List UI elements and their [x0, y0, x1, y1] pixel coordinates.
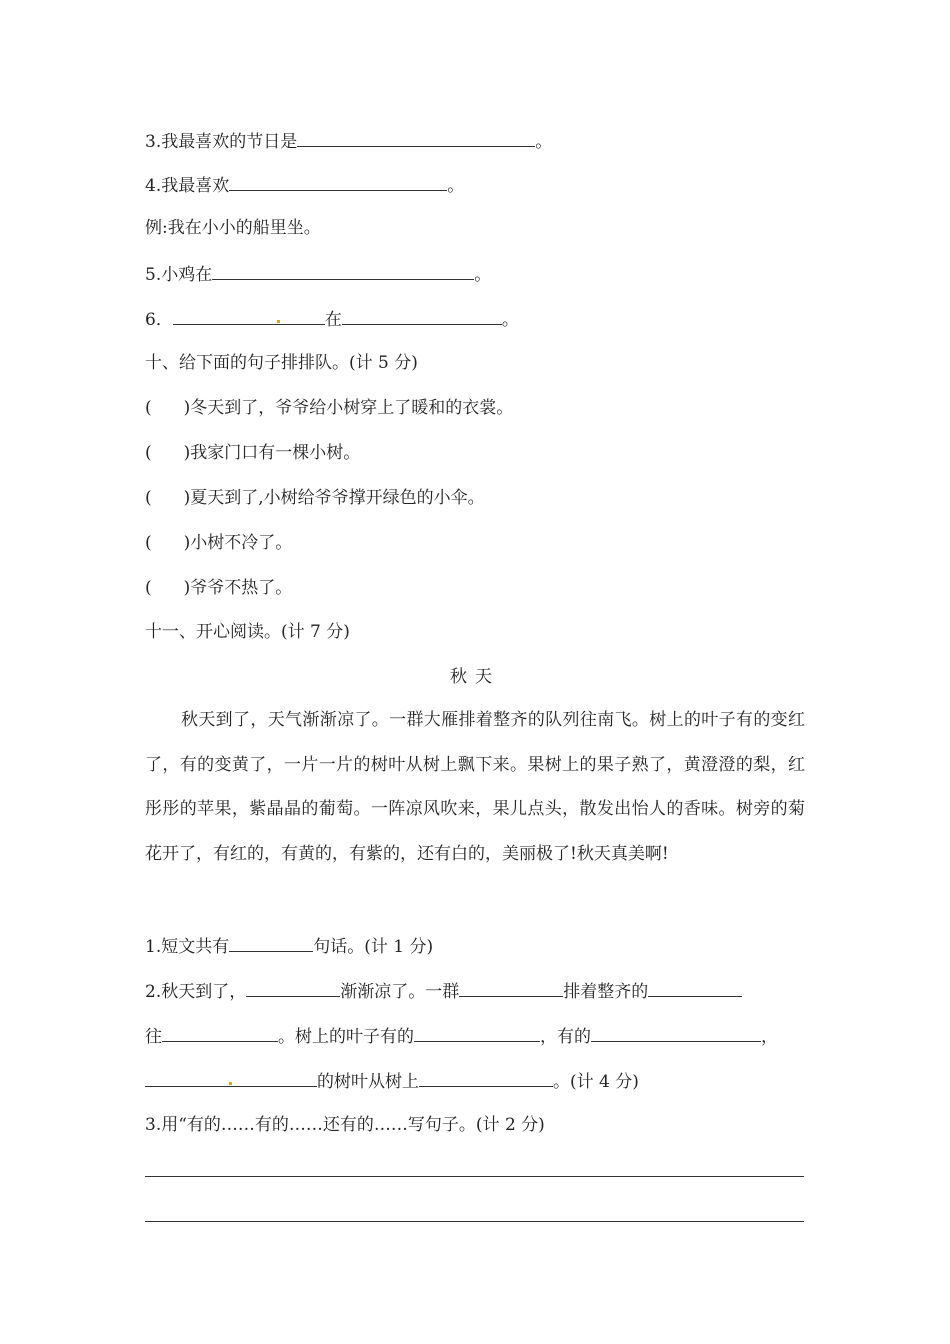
question-6-blank-1[interactable] [173, 306, 325, 325]
question-3 [145, 128, 552, 154]
order-item-text: 夏天到了,小树给爷爷撑开绿色的小伞。 [190, 488, 485, 508]
reading-q2-blank-7[interactable] [145, 1068, 317, 1087]
reading-q2-text-b: 渐渐凉了。一群 [340, 982, 460, 1002]
reading-question-1-suffix: 句话。(计 1 分) [313, 937, 434, 957]
reading-question-1-blank[interactable] [229, 933, 313, 952]
reading-q2-text-i: 。(计 4 分) [553, 1072, 639, 1092]
question-3-suffix: 。 [535, 132, 553, 152]
order-paren-close: ) [183, 398, 191, 418]
reading-q2-blank-1[interactable] [246, 978, 340, 997]
reading-passage: 秋天到了，天气渐渐凉了。一群大雁排着整齐的队列往南飞。树上的叶子有的变红了，有的变黄了，一片一片的树叶从树上飘下来。果树上的果子熟了，黄澄澄的梨，红彤彤的苹果，紫晶晶的葡萄。一阵凉风吹来，果儿点头，散发出怡人的香味。树旁的菊花开了，有红的，有黄的，有紫的，还有白的，美丽极了!秋天真美啊! [145, 710, 805, 864]
order-item-4 [145, 531, 292, 555]
order-item-2 [145, 441, 360, 465]
reading-q2-text-g: ， [761, 1027, 778, 1047]
reading-question-1 [145, 933, 433, 959]
reading-q2-blank-6[interactable] [591, 1023, 761, 1042]
reading-q2-text-f: ，有的 [540, 1027, 591, 1047]
question-6-suffix: 。 [501, 310, 519, 330]
reading-question-3: 3.用“有的……有的……还有的……写句子。(计 2 分) [145, 1115, 545, 1135]
order-item-1 [145, 396, 513, 420]
question-5-suffix: 。 [474, 265, 492, 285]
question-4 [145, 172, 464, 198]
question-6-middle: 在 [324, 310, 342, 330]
highlight-mark [229, 1082, 232, 1085]
question-5-blank[interactable] [212, 261, 474, 280]
question-3-blank[interactable] [297, 128, 535, 147]
reading-question-2-line-2 [145, 1023, 778, 1049]
reading-question-2-line-1 [145, 978, 742, 1004]
order-item-3 [145, 486, 485, 510]
reading-question-1-prefix: 1.短文共有 [145, 937, 230, 957]
order-item-5 [145, 576, 292, 600]
writing-line-2[interactable] [145, 1221, 804, 1222]
reading-q2-text-a: 2.秋天到了， [145, 982, 247, 1002]
question-4-prefix: 4.我最喜欢 [145, 176, 230, 196]
order-paren-close: ) [183, 443, 191, 463]
reading-q2-blank-3[interactable] [648, 978, 742, 997]
section-10-title: 十、给下面的句子排排队。(计 5 分) [145, 353, 418, 373]
reading-q2-text-d: 往 [145, 1027, 162, 1047]
question-6 [145, 306, 519, 332]
order-paren-close: ) [183, 488, 191, 508]
question-3-prefix: 3.我最喜欢的节日是 [145, 132, 298, 152]
order-item-text: 我家门口有一棵小树。 [190, 443, 361, 463]
question-5 [145, 261, 491, 287]
reading-q2-text-e: 。树上的叶子有的 [278, 1027, 414, 1047]
order-paren-open: ( [145, 488, 152, 508]
reading-q2-blank-5[interactable] [414, 1023, 540, 1042]
question-5-prefix: 5.小鸡在 [145, 265, 213, 285]
question-6-blank-2[interactable] [342, 306, 502, 325]
highlight-mark [277, 320, 280, 323]
order-paren-open: ( [145, 533, 152, 553]
order-item-text: 冬天到了，爷爷给小树穿上了暖和的衣裳。 [190, 398, 514, 418]
passage-title: 秋天 [450, 667, 500, 687]
order-paren-open: ( [145, 578, 152, 598]
reading-q2-blank-2[interactable] [459, 978, 563, 997]
question-4-blank[interactable] [229, 172, 447, 191]
writing-line-1[interactable] [145, 1176, 804, 1177]
question-4-suffix: 。 [447, 176, 465, 196]
example-sentence: 例:我在小小的船里坐。 [145, 218, 321, 238]
reading-question-2-line-3 [145, 1068, 639, 1094]
order-item-text: 爷爷不热了。 [190, 578, 293, 598]
order-item-text: 小树不冷了。 [190, 533, 293, 553]
order-paren-close: ) [183, 578, 191, 598]
section-11-title: 十一、开心阅读。(计 7 分) [145, 622, 350, 642]
question-6-prefix: 6． [145, 310, 173, 330]
order-paren-open: ( [145, 398, 152, 418]
reading-q2-blank-4[interactable] [162, 1023, 278, 1042]
order-paren-open: ( [145, 443, 152, 463]
reading-q2-blank-8[interactable] [419, 1068, 553, 1087]
order-paren-close: ) [183, 533, 191, 553]
reading-q2-text-h: 的树叶从树上 [317, 1072, 419, 1092]
reading-q2-text-c: 排着整齐的 [563, 982, 649, 1002]
